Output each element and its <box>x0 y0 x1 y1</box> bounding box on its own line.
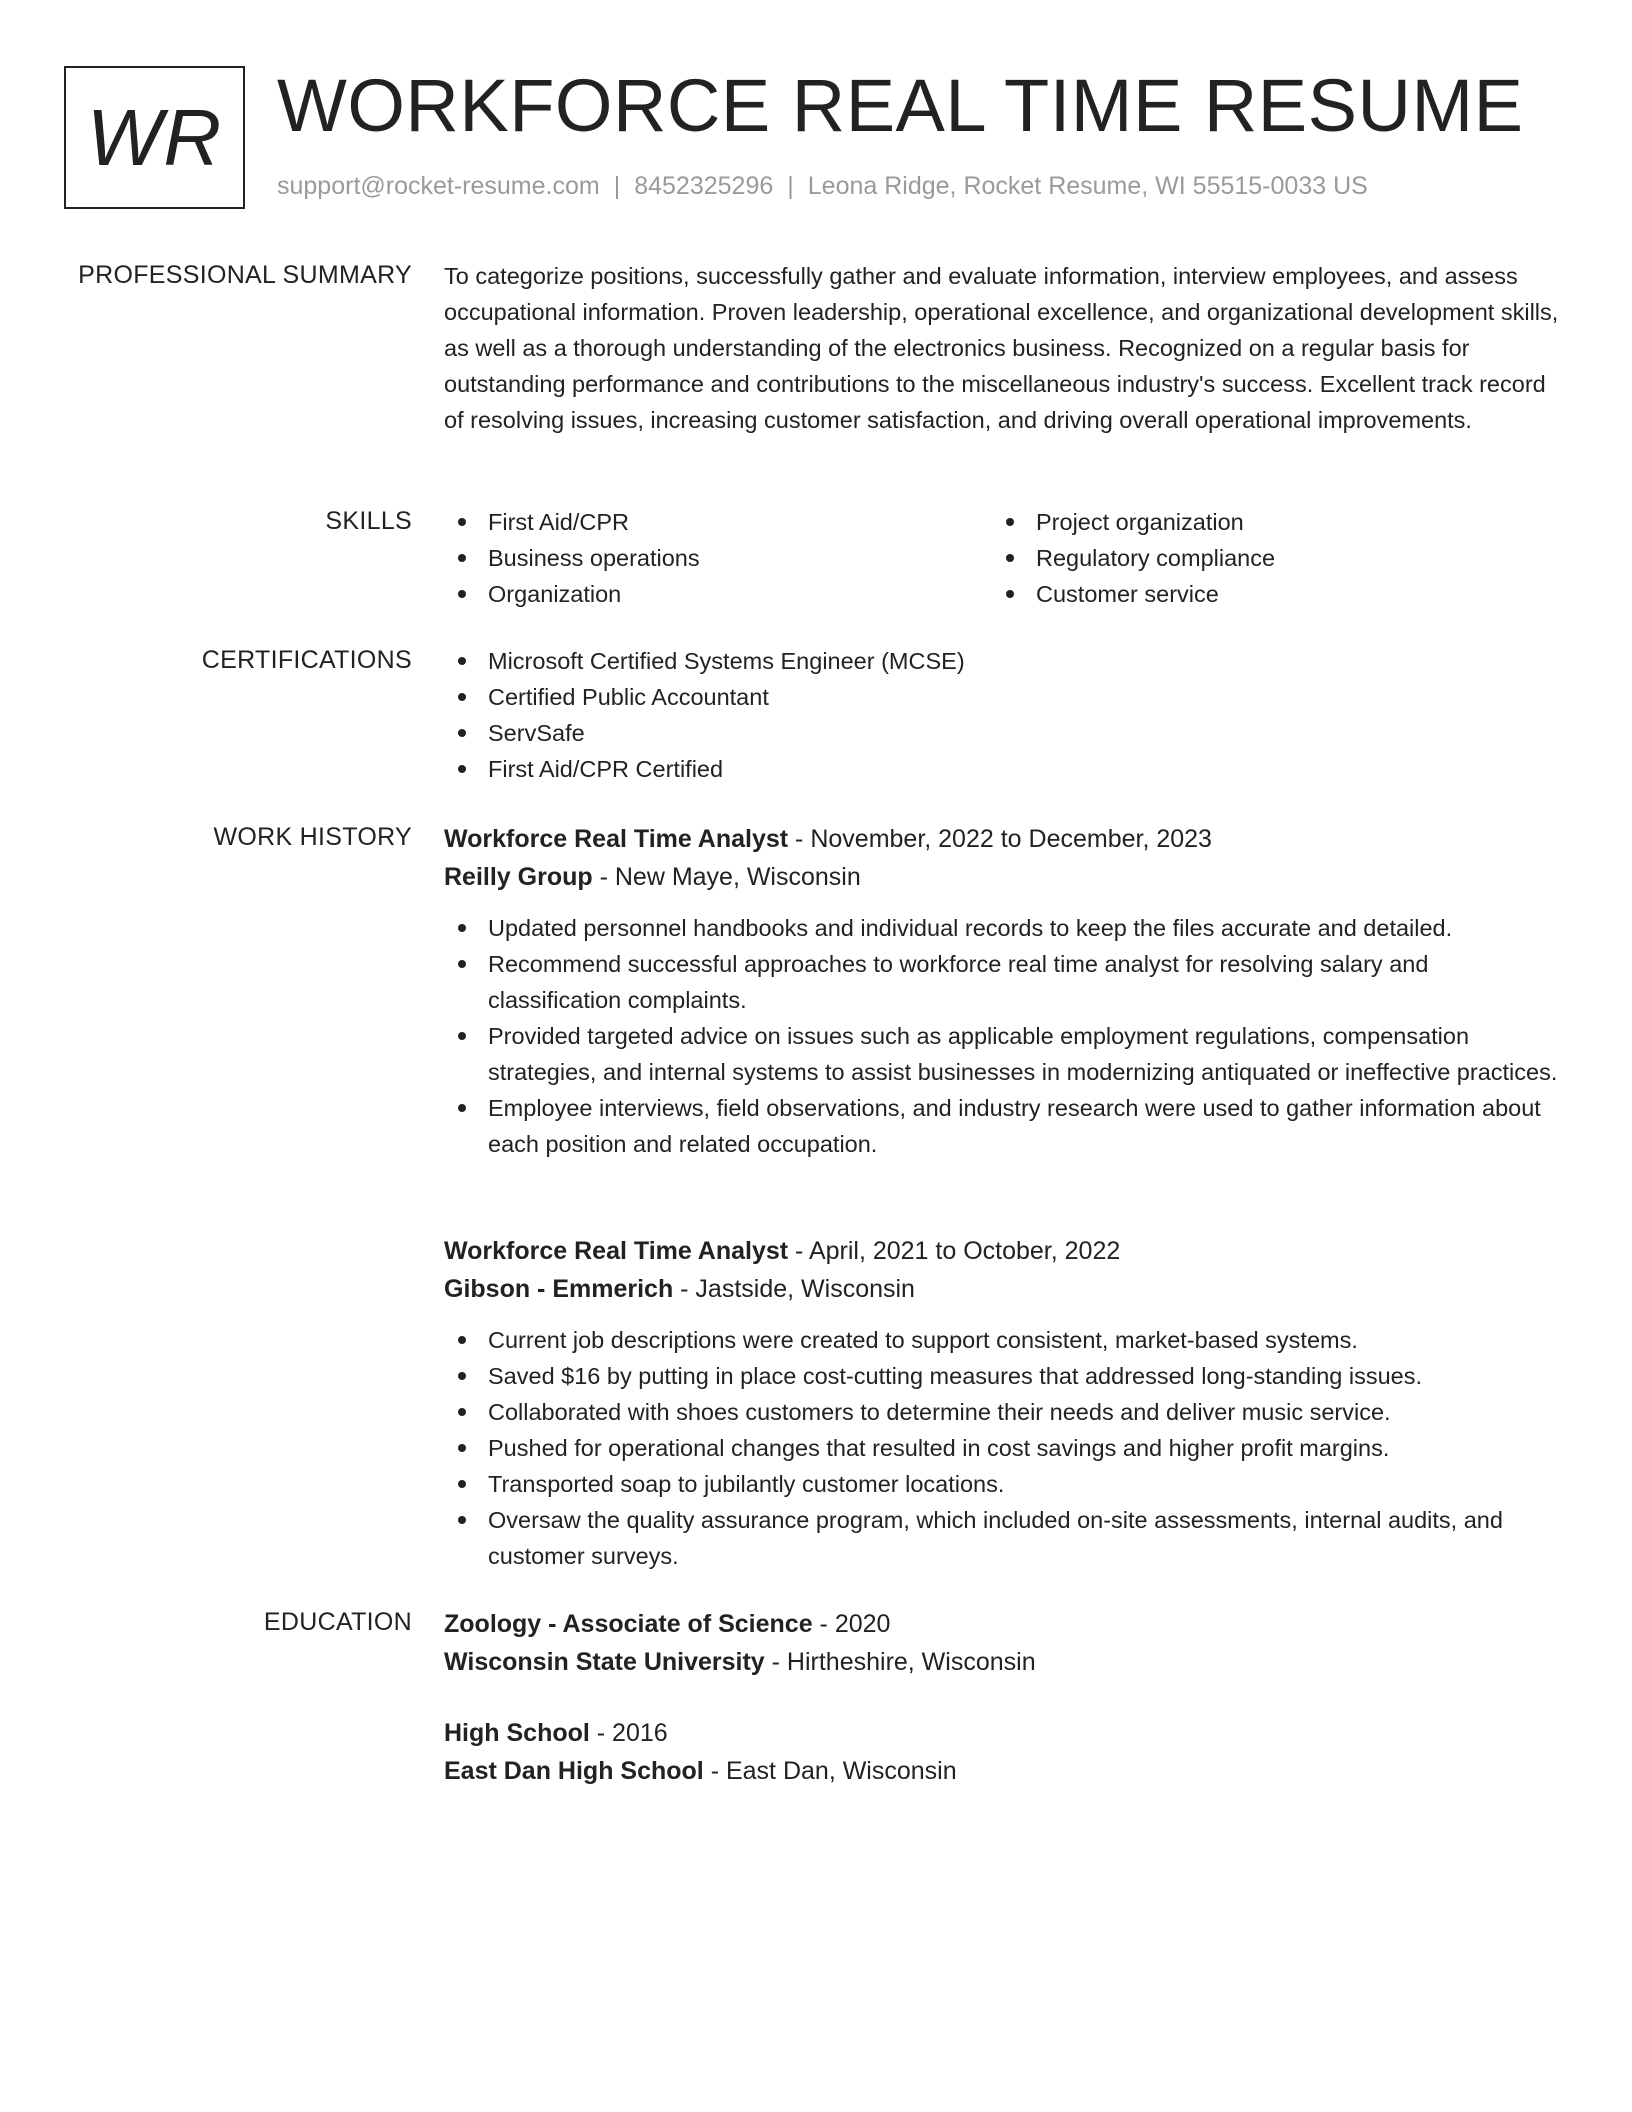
job-duty-item: Collaborated with shoes customers to determine their needs and deliver music service. <box>444 1394 1568 1430</box>
job-duties-list <box>444 910 1568 1162</box>
skills-title: SKILLS <box>325 507 412 535</box>
job-company-line <box>444 858 1568 896</box>
job-entry <box>444 1232 1568 1574</box>
job-location: - New Maye, Wisconsin <box>592 863 861 891</box>
skill-item: Business operations <box>444 540 992 576</box>
job-duty-item: Current job descriptions were created to support consistent, market-based systems. <box>444 1322 1568 1358</box>
job-duty-item: Transported soap to jubilantly customer locations. <box>444 1466 1568 1502</box>
job-role-line <box>444 1232 1568 1270</box>
skill-item: Organization <box>444 576 992 612</box>
job-role: Workforce Real Time Analyst <box>444 825 789 853</box>
education-entry <box>444 1714 1568 1790</box>
certifications-body <box>444 643 1568 787</box>
job-duty-item: Saved $16 by putting in place cost-cutting measures that addressed long-standing issues. <box>444 1358 1568 1394</box>
job-duty-item: Updated personnel handbooks and individual records to keep the files accurate and detailed. <box>444 910 1568 946</box>
job-duty-item: Employee interviews, field observations, and industry research were used to gather information about each position and related occupation. <box>444 1090 1568 1162</box>
job-role-line <box>444 820 1568 858</box>
contact-separator: | <box>613 172 621 200</box>
education-degree-line <box>444 1714 1568 1752</box>
skill-item: First Aid/CPR <box>444 504 992 540</box>
job-company-line <box>444 1270 1568 1308</box>
work-history-body <box>444 820 1568 1162</box>
certification-item: Microsoft Certified Systems Engineer (MCSE) <box>444 643 1568 679</box>
education-year: - 2016 <box>589 1719 668 1747</box>
education-degree: Zoology - Associate of Science <box>444 1610 813 1638</box>
job-duty-item: Provided targeted advice on issues such as applicable employment regulations, compensation strategies, and internal systems to assist businesses in modernizing antiquated or ineffective practices. <box>444 1018 1568 1090</box>
skill-item: Regulatory compliance <box>992 540 1540 576</box>
job-entry <box>444 820 1568 1162</box>
job-duty-item: Pushed for operational changes that resulted in cost savings and higher profit margins. <box>444 1430 1568 1466</box>
job-duty-item: Recommend successful approaches to workforce real time analyst for resolving salary and classification complaints. <box>444 946 1568 1018</box>
contact-separator: | <box>787 172 794 200</box>
education-entry <box>444 1605 1568 1681</box>
education-location: - East Dan, Wisconsin <box>703 1757 957 1785</box>
job-company: Gibson - Emmerich <box>444 1275 674 1303</box>
education-school: Wisconsin State University <box>444 1648 765 1676</box>
education-location: - Hirtheshire, Wisconsin <box>764 1648 1036 1676</box>
skill-item: Project organization <box>992 504 1540 540</box>
education-degree-line <box>444 1605 1568 1643</box>
work-history-title: WORK HISTORY <box>213 823 412 851</box>
skills-columns <box>444 504 1568 612</box>
job-dates: - November, 2022 to December, 2023 <box>788 825 1212 853</box>
monogram-initials: WR <box>86 92 223 182</box>
certification-item: Certified Public Accountant <box>444 679 1568 715</box>
job-company: Reilly Group <box>444 863 593 891</box>
education-school-line <box>444 1752 1568 1790</box>
job-role: Workforce Real Time Analyst <box>444 1237 789 1265</box>
education-school-line <box>444 1643 1568 1681</box>
contact-line <box>277 172 1368 201</box>
certifications-list <box>444 643 1568 787</box>
contact-email: support@rocket-resume.com <box>277 172 600 200</box>
monogram-box <box>64 66 245 209</box>
education-school: East Dan High School <box>444 1757 704 1785</box>
contact-address: Leona Ridge, Rocket Resume, WI 55515-0033 US <box>807 172 1368 200</box>
education-degree: High School <box>444 1719 590 1747</box>
summary-text: To categorize positions, successfully gather and evaluate information, interview employees, and assess occupational information. Proven leadership, operational excellence, and organizational development skills, as well as a thorough understanding of the electronics business. Recognized on a regular basis for outstanding performance and contributions to the miscellaneous industry's success. Excellent track record of resolving issues, increasing customer satisfaction, and driving overall operational improvements. <box>444 263 1559 433</box>
certification-item: First Aid/CPR Certified <box>444 751 1568 787</box>
education-title: EDUCATION <box>263 1608 412 1636</box>
skill-item: Customer service <box>992 576 1540 612</box>
skills-list-right <box>992 504 1540 612</box>
job-dates: - April, 2021 to October, 2022 <box>788 1237 1121 1265</box>
education-body <box>444 1605 1568 1790</box>
summary-title: PROFESSIONAL SUMMARY <box>78 261 412 289</box>
job-duties-list <box>444 1322 1568 1574</box>
candidate-name: WORKFORCE REAL TIME RESUME <box>277 64 1524 147</box>
job-duty-item: Oversaw the quality assurance program, which included on-site assessments, internal audits, and customer surveys. <box>444 1502 1568 1574</box>
resume-header <box>64 64 1568 210</box>
contact-phone: 8452325296 <box>634 172 774 200</box>
education-year: - 2020 <box>812 1610 891 1638</box>
certifications-title: CERTIFICATIONS <box>201 646 412 674</box>
job-location: - Jastside, Wisconsin <box>673 1275 915 1303</box>
skills-list-left <box>444 504 992 612</box>
work-history-body <box>444 1232 1568 1574</box>
certification-item: ServSafe <box>444 715 1568 751</box>
